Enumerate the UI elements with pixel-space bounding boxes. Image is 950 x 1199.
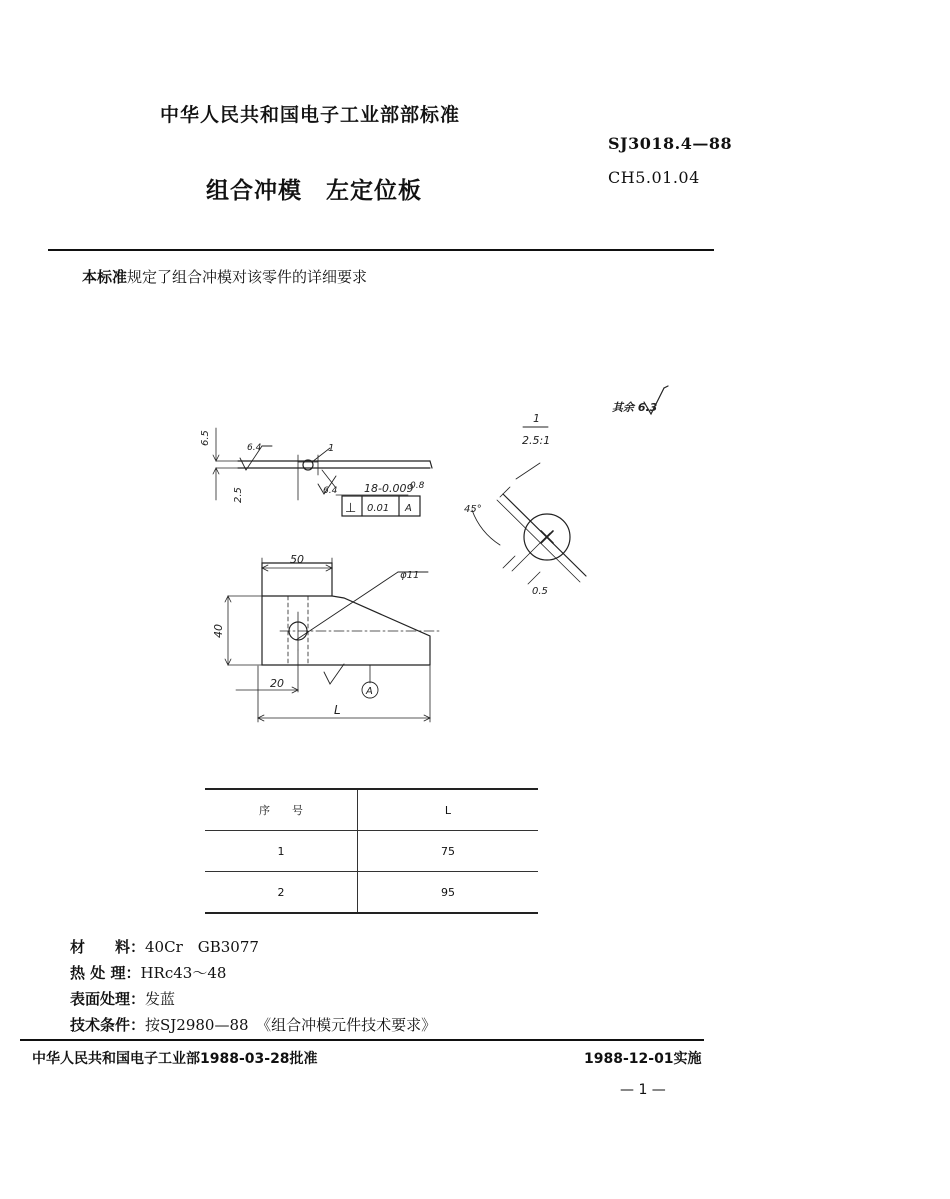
- roughness-6-4-mid: 6.4: [323, 486, 338, 496]
- roughness-6-4-top: 6.4: [247, 443, 262, 453]
- cell-serial: 1: [205, 831, 358, 871]
- spec-value: HRc43～48: [140, 964, 227, 982]
- approval-note: 中华人民共和国电子工业部1988-03-28批准: [32, 1051, 318, 1067]
- table-row: [205, 831, 538, 872]
- table-header-row: [205, 790, 538, 831]
- detail-dim: 0.5: [532, 586, 548, 597]
- detail-angle: 45°: [464, 504, 482, 515]
- intro-rest: 规定了组合冲模对该零件的详细要求: [127, 268, 368, 286]
- dim-20: 20: [270, 677, 284, 690]
- table-row: [205, 872, 538, 912]
- detail-label-num: 1: [533, 412, 540, 425]
- roughness-0-8: 0.8: [410, 481, 425, 491]
- dim-6-5: 6.5: [200, 430, 211, 446]
- header-serial: 序 号: [205, 790, 358, 830]
- spec-technical-conditions: [70, 1014, 436, 1035]
- effective-date: 1988-12-01实施: [584, 1051, 702, 1067]
- spec-key: 技术条件：: [70, 1016, 146, 1034]
- dim-phi-11: φ11: [400, 570, 420, 581]
- spec-key: 表面处理：: [70, 990, 146, 1008]
- perpendicularity-symbol: ⊥: [345, 501, 357, 516]
- spec-value: 40Cr GB3077: [145, 938, 259, 956]
- spec-value: 发蓝: [145, 990, 176, 1008]
- page-number: — 1 —: [620, 1082, 666, 1098]
- detail-view: [472, 427, 586, 584]
- datum-label: A: [366, 686, 373, 697]
- dim-50: 50: [290, 553, 304, 566]
- dim-length-l: L: [334, 703, 341, 717]
- spec-value: 按SJ2980—88 《组合冲模元件技术要求》: [145, 1016, 437, 1034]
- issuing-organization: 中华人民共和国电子工业部部标准: [160, 104, 461, 126]
- spec-heat-treatment: [70, 962, 226, 983]
- cell-l: 75: [441, 844, 455, 858]
- spec-material: [70, 936, 259, 957]
- intro-lead: 本标准: [82, 268, 128, 286]
- title-part-a: 组合冲模: [206, 178, 302, 204]
- footer-rule: [20, 1039, 704, 1041]
- spec-key: 材 料：: [70, 938, 146, 956]
- length-table: [205, 788, 538, 914]
- front-view: [225, 558, 440, 722]
- tolerance-datum: A: [405, 503, 412, 514]
- leader-label-1: 1: [328, 443, 335, 454]
- table-bottom-rule: [205, 912, 538, 914]
- detail-scale: 2.5:1: [522, 434, 551, 447]
- cell-l: 95: [441, 885, 455, 899]
- spec-key: 热 处 理：: [70, 964, 141, 982]
- header-l: L: [444, 803, 452, 817]
- tolerance-value: 0.01: [367, 503, 390, 514]
- surface-finish-note: 其余 6.3: [612, 401, 658, 414]
- cell-serial: 2: [205, 872, 358, 912]
- standard-code-ch: CH5.01.04: [608, 168, 700, 187]
- dim-2-5: 2.5: [233, 487, 244, 503]
- spec-surface-treatment: [70, 988, 175, 1009]
- standard-code-sj: SJ3018.4—88: [608, 134, 733, 153]
- hole-fit-dim: 18-0.009: [364, 482, 414, 495]
- dim-40: 40: [212, 624, 225, 638]
- title-part-b: 左定位板: [326, 178, 422, 204]
